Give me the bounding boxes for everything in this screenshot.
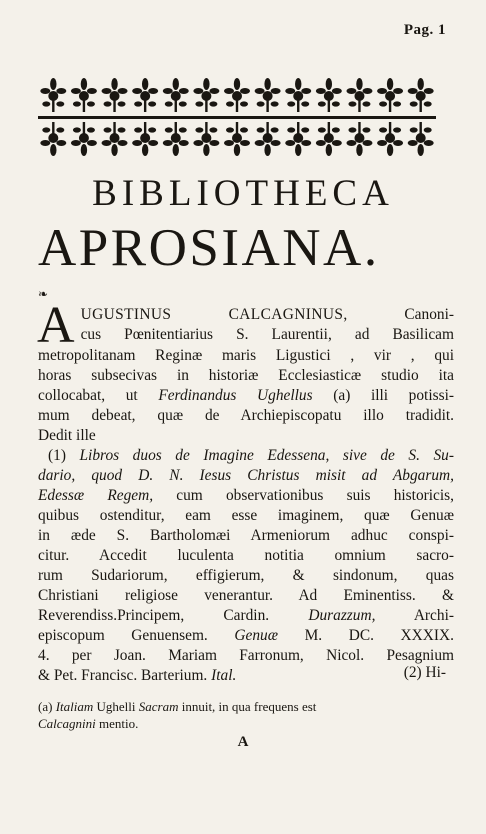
fleuron-icon	[285, 78, 311, 112]
text-line: collocabat, ut Ferdinandus Ughellus (a) illi potissi-	[38, 387, 454, 404]
fleuron-icon	[316, 122, 342, 156]
main-text	[37, 297, 454, 686]
fleuron-icon	[71, 122, 97, 156]
fleuron-band-ornament	[38, 74, 436, 162]
text-line: (1) Libros duos de Imagine Edessena, sive de S. Su-	[48, 447, 454, 464]
title-line-1: BIBLIOTHECA	[92, 173, 394, 214]
section-mark: ❧	[38, 287, 49, 301]
fleuron-icon	[408, 122, 434, 156]
text-line: horas subsecivas in historiæ Ecclesiasticæ studio ita	[38, 367, 454, 384]
fleuron-icon	[132, 122, 158, 156]
fleuron-icon	[285, 122, 311, 156]
fleuron-icon	[346, 122, 372, 156]
text-line: & Pet. Francisc. Barterium. Ital.	[38, 667, 237, 684]
footnote	[38, 698, 458, 732]
text-line: quibus ostenditur, eam esse imaginem, quæ Genuæ	[38, 507, 454, 524]
text-line: Christiani religiose venerantur. Ad Eminentiss. &	[38, 587, 454, 604]
footnote-line: Calcagnini mentio.	[38, 716, 139, 731]
text-line: cus Pœnitentiarius S. Laurentii, ad Basilicam	[80, 326, 454, 343]
text-line: Edessæ Regem, cum observationibus suis historicis,	[38, 487, 454, 504]
text-line: UGUSTINUS CALCAGNINUS, Canoni-	[80, 306, 454, 323]
text-line: episcopum Genuensem. Genuæ M. DC. XXXIX.	[38, 627, 454, 644]
fleuron-icon	[255, 78, 281, 112]
fleuron-icon	[316, 78, 342, 112]
fleuron-icon	[71, 78, 97, 112]
text-line: mum debeat, quæ de Archiepiscopatu illo tradidit.	[38, 407, 454, 424]
fleuron-icon	[346, 78, 372, 112]
fleuron-icon	[224, 122, 250, 156]
fleuron-icon	[193, 122, 219, 156]
title-line-2: APROSIANA.	[38, 219, 380, 277]
footnote-line: (a) Italiam Ughelli Sacram innuit, in qua frequens est	[38, 699, 317, 714]
fleuron-icon	[40, 78, 66, 112]
fleuron-icon	[377, 122, 403, 156]
fleuron-icon	[132, 78, 158, 112]
text-line: citur. Accedit luculenta notitia omnium sacro-	[38, 547, 454, 564]
text-line: rum Sudariorum, effigierum, & sindonum, quas	[38, 567, 454, 584]
text-line: Reverendiss.Principem, Cardin. Durazzum, Archi-	[38, 607, 454, 624]
fleuron-icon	[40, 122, 66, 156]
fleuron-icon	[408, 78, 434, 112]
fleuron-icon	[163, 122, 189, 156]
fleuron-icon	[377, 78, 403, 112]
fleuron-icon	[102, 122, 128, 156]
text-line: dario, quod D. N. Iesus Christus misit ad Abgarum,	[38, 467, 454, 484]
text-line: in æde S. Bartholomæi Armeniorum adhuc conspi-	[38, 527, 454, 544]
fleuron-icon	[224, 78, 250, 112]
fleuron-icon	[163, 78, 189, 112]
page-number: Pag. 1	[403, 22, 446, 38]
text-line: Dedit ille	[38, 427, 96, 444]
catchword: (2) Hi-	[403, 664, 446, 681]
text-line: metropolitanam Reginæ maris Ligustici , vir , qui	[38, 347, 454, 364]
ornament-rule	[38, 116, 436, 119]
signature-mark: A	[237, 734, 249, 750]
fleuron-icon	[255, 122, 281, 156]
drop-cap: A	[37, 297, 75, 354]
text-line: 4. per Joan. Mariam Farronum, Nicol. Pesagnium	[38, 647, 454, 664]
fleuron-icon	[193, 78, 219, 112]
fleuron-icon	[102, 78, 128, 112]
